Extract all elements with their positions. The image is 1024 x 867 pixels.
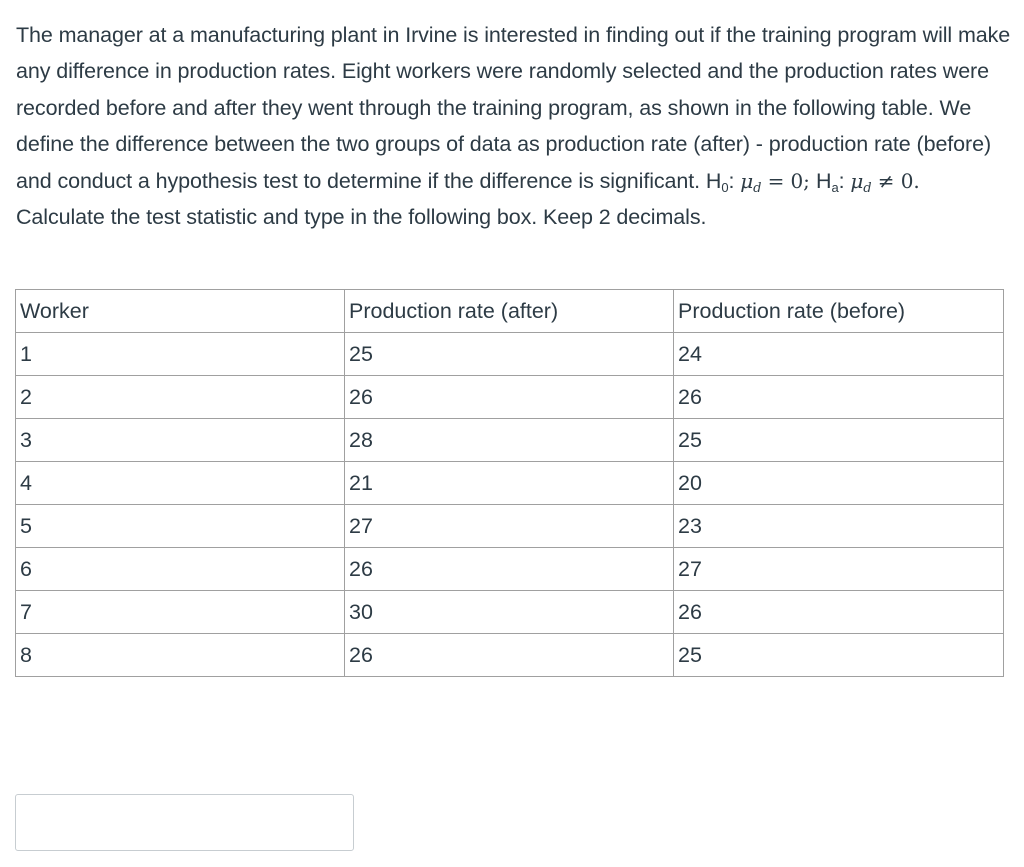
cell-worker: 8 [16, 634, 345, 677]
cell-worker: 6 [16, 548, 345, 591]
cell-before: 26 [674, 591, 1004, 634]
answer-input[interactable] [15, 794, 354, 851]
cell-worker: 1 [16, 333, 345, 376]
cell-after: 25 [345, 333, 674, 376]
cell-before: 24 [674, 333, 1004, 376]
table-row [16, 376, 1004, 419]
cell-before: 27 [674, 548, 1004, 591]
cell-before: 23 [674, 505, 1004, 548]
table-header-row [16, 290, 1004, 333]
cell-worker: 5 [16, 505, 345, 548]
table-row [16, 591, 1004, 634]
cell-after: 27 [345, 505, 674, 548]
cell-worker: 3 [16, 419, 345, 462]
header-worker: Worker [16, 290, 345, 333]
cell-before: 20 [674, 462, 1004, 505]
cell-after: 30 [345, 591, 674, 634]
cell-before: 26 [674, 376, 1004, 419]
table-row [16, 333, 1004, 376]
cell-after: 26 [345, 376, 674, 419]
cell-before: 25 [674, 634, 1004, 677]
cell-after: 21 [345, 462, 674, 505]
cell-worker: 7 [16, 591, 345, 634]
table-row [16, 548, 1004, 591]
question-text [16, 17, 1011, 235]
table-row [16, 462, 1004, 505]
header-after: Production rate (after) [345, 290, 674, 333]
cell-worker: 4 [16, 462, 345, 505]
alternative-hypothesis: $H_a$: $\mu_d \ne 0$. [816, 168, 920, 196]
question-intro: The manager at a manufacturing plant in Irvine is interested in finding out if the training program will make any difference in production rates. Eight workers were randomly selected and the production rates were recorded before and after they went through the training program, as shown in the following table. We define the difference between the two groups of data as production rate (after) - production rate (before) and conduct a hypothesis test to determine if the difference is significant. [16, 23, 1011, 193]
null-hypothesis: $H_0$: $\mu_d = 0$; [705, 168, 817, 196]
cell-before: 25 [674, 419, 1004, 462]
production-table [15, 289, 1004, 677]
cell-after: 26 [345, 548, 674, 591]
cell-worker: 2 [16, 376, 345, 419]
question-instruction: Calculate the test statistic and type in the following box. Keep 2 decimals. [16, 168, 932, 230]
cell-after: 28 [345, 419, 674, 462]
cell-after: 26 [345, 634, 674, 677]
table-row [16, 419, 1004, 462]
table-row [16, 634, 1004, 677]
header-before: Production rate (before) [674, 290, 1004, 333]
table-row [16, 505, 1004, 548]
